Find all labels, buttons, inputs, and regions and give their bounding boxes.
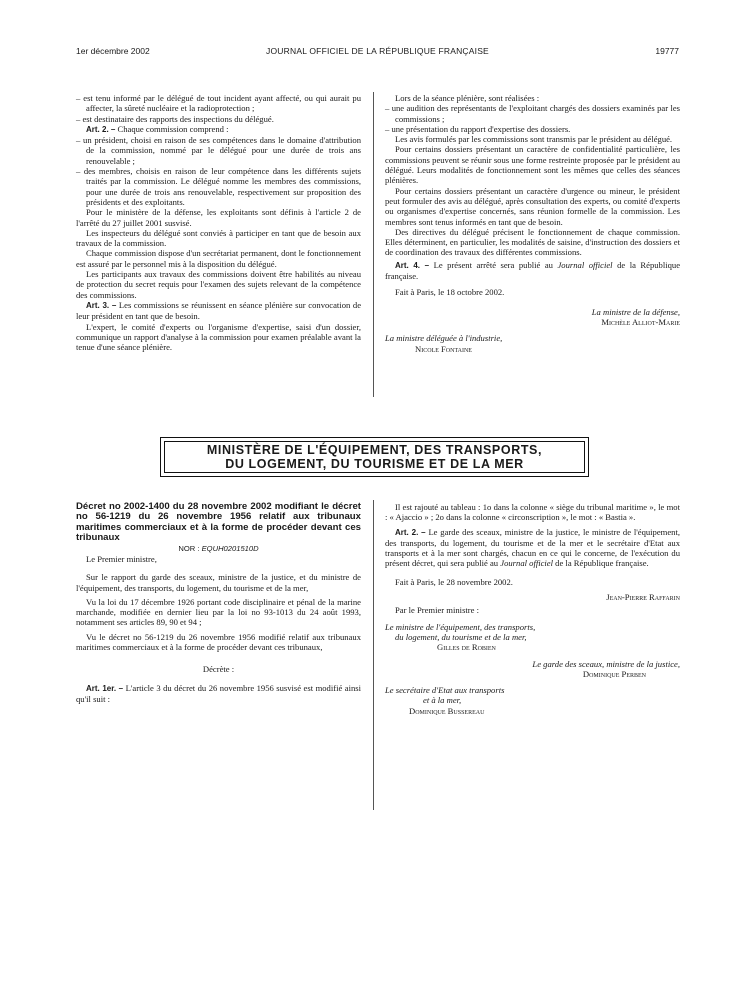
paragraph: Lors de la séance plénière, sont réalisées : (395, 93, 540, 103)
article-label: Art. 2. – (86, 124, 116, 134)
signatory-name: Michèle Alliot-Marie (601, 316, 680, 327)
par-premier-ministre: Par le Premier ministre : (395, 605, 480, 616)
ministry-heading-box (160, 437, 589, 477)
article-4-paragraph: Art. 4. – Le présent arrêté sera publié au Journal officiel de la République française. (385, 259, 681, 282)
decree-left-column (76, 502, 361, 704)
signatory-name: Nicole Fontaine (415, 343, 472, 354)
done-at-line: Fait à Paris, le 28 novembre 2002. (395, 576, 513, 587)
decree-right-column (385, 502, 680, 716)
done-at-line: Fait à Paris, le 18 octobre 2002. (395, 287, 505, 298)
journal-officiel-ref: Journal officiel (500, 558, 554, 569)
header-journal-title: JOURNAL OFFICIEL DE LA RÉPUBLIQUE FRANÇAISE (266, 46, 489, 56)
paragraph: Pour le ministère de la défense, les exploitants sont définis à l'article 2 de l'arrêté du 27 juillet 2001 susvisé. (76, 207, 361, 228)
signatory-name: Jean-Pierre Raffarin (606, 592, 680, 603)
paragraph: Les avis formulés par les commissions sont transmis par le président au délégué. (395, 134, 673, 145)
decrete: Décrète : (202, 664, 235, 675)
paragraph: Les inspecteurs du délégué sont conviés à participer en tant que de besoin aux travaux de la commission. (76, 227, 361, 249)
signatory-title: du logement, du tourisme et de la mer, (395, 631, 527, 642)
article-label: Art. 2. – (395, 527, 426, 537)
paragraph: L'expert, le comité d'experts ou l'organisme d'expertise, saisi d'un dossier, communique un rapport d'analyse à la commission pour examen préalable avant la tenue d'une séance plénière. (76, 321, 361, 353)
nor-reference: NOR : EQUH0201510D (178, 543, 259, 553)
bullet: – des membres, choisis en raison de leur compétence dans les différents sujets traités par la commission. Le délégué nomme les membres des commissions, pour une durée de trois ans renouvelable, respectivement sur proposition des présidents et des exploitants. (76, 166, 361, 207)
article-3-paragraph (76, 300, 361, 322)
header-page-number: 19777 (655, 46, 679, 56)
paragraph: Sur le rapport du garde des sceaux, ministre de la justice, et du ministre de l'équipement, des transports, du logement, du tourisme et de la mer, (76, 572, 361, 593)
top-right-column (385, 93, 680, 354)
signatory-title: Le secrétaire d'Etat aux transports (385, 685, 505, 696)
signatory-title: et à la mer, (423, 695, 462, 706)
bullet: – est tenu informé par le délégué de tout incident ayant affecté, ou qui aurait pu affecter, la sûreté nucléaire et la radioprotection ; (76, 93, 361, 114)
paragraph: Chaque commission dispose d'un secrétariat permanent, dont le fonctionnement est assuré par le personnel mis à la disposition du délégué. (76, 248, 361, 269)
bullet: – est destinataire des rapports des inspections du délégué. (76, 113, 274, 124)
paragraph: Des directives du délégué précisent le fonctionnement de chaque commission. Elles déterminent, en particulier, les modalités de saisine, d'instruction des dossiers et de coordination des travaux des différentes commissions. (385, 226, 680, 258)
signatory-title: La ministre de la défense, (591, 306, 680, 317)
journal-officiel-ref: Journal officiel (557, 259, 613, 270)
article-1-paragraph: Art. 1er. – L'article 3 du décret du 26 novembre 1956 susvisé est modifié ainsi qu'il suit : (76, 682, 362, 704)
signatory-name: Gilles de Robien (437, 642, 496, 653)
ministry-heading-line: MINISTÈRE DE L'ÉQUIPEMENT, DES TRANSPORTS, (206, 443, 543, 457)
top-left-column (76, 93, 361, 352)
signatory-title: La ministre déléguée à l'industrie, (385, 333, 503, 344)
page-header (76, 46, 679, 60)
bullet: – un président, choisi en raison de ses compétences dans le domaine d'attribution de la commission, nommé par le délégué pour une durée de trois ans renouvelable ; (76, 135, 361, 166)
decree-title: Décret no 2002-1400 du 28 novembre 2002 modifiant le décret no 56-1219 du 26 novembre 1956 relatif aux tribunaux maritimes commerciaux et à la forme de procéder devant ces tribunaux (76, 501, 361, 544)
article-2-paragraph: Art. 2. – Le garde des sceaux, ministre de la justice, le ministre de l'équipement, des transports, du logement, du tourisme et de la mer et le secrétaire d'Etat aux transports et à la mer sont chargés, chacun en ce qui le concerne, de l'exécution du présent décret, qui sera publié au Journal officiel de la République française. (385, 526, 680, 569)
header-date: 1er décembre 2002 (76, 46, 150, 56)
premier-ministre: Le Premier ministre, (86, 553, 157, 564)
signatory-title: Le ministre de l'équipement, des transports, (385, 621, 536, 632)
ministry-heading-line: DU LOGEMENT, DU TOURISME ET DE LA MER (225, 457, 524, 471)
paragraph: Vu le décret no 56-1219 du 26 novembre 1956 modifié relatif aux tribunaux maritimes commerciaux et à la forme de procéder devant ces tribunaux, (76, 631, 361, 652)
article-label: Art. 3. – (86, 300, 117, 310)
bullet: – une présentation du rapport d'expertise des dossiers. (385, 123, 571, 134)
column-divider-top (373, 92, 374, 397)
signatory-title: Le garde des sceaux, ministre de la justice, (532, 658, 680, 669)
paragraph: Les participants aux travaux des commissions doivent être habilités au niveau de protection du secret requis pour l'examen des sujets relevant de la compétence des commissions. (76, 269, 361, 300)
article-label: Art. 1er. – (86, 683, 124, 693)
signatory-name: Dominique Perben (582, 668, 646, 679)
article-2-heading (76, 124, 361, 135)
column-divider-bottom (373, 500, 374, 810)
paragraph: Vu la loi du 17 décembre 1926 portant code disciplinaire et pénal de la marine marchande, modifiée en dernier lieu par la loi no 93-1013 du 24 août 1993, notamment ses articles 89, 90 et 94 ; (76, 596, 361, 628)
paragraph: Il est rajouté au tableau : 1o dans la colonne « siège du tribunal maritime », le mot : « Ajaccio » ; 2o dans la colonne « circonscription », le mot : « Bastia ». (385, 502, 680, 523)
article-label: Art. 4. – (395, 260, 430, 270)
paragraph: Pour certains dossiers présentant un caractère d'urgence ou mineur, le président peut formuler des avis au délégué, après consultation des experts, ou comité d'experts ou organismes d'expertise concernés, sans réunion formelle de la commission. Les membres sont tenus informés en tant que de besoin. (385, 185, 680, 227)
paragraph: Pour certains dossiers présentant un caractère de confidentialité particulière, les commissions peuvent se réunir sous une forme restreinte proposée par le président au délégué. Leurs modalités de fonctionnement sont les mêmes que celles des séances plénières. (385, 144, 680, 186)
bullet: – une audition des représentants de l'exploitant chargés des dossiers examinés par les commissions ; (385, 103, 680, 124)
signatory-name: Dominique Bussereau (409, 705, 485, 716)
article-text: Les commissions se réunissent en séance plénière sur convocation de leur président en tant que de besoin. (76, 299, 362, 322)
article-text: Chaque commission comprend : (117, 123, 229, 134)
